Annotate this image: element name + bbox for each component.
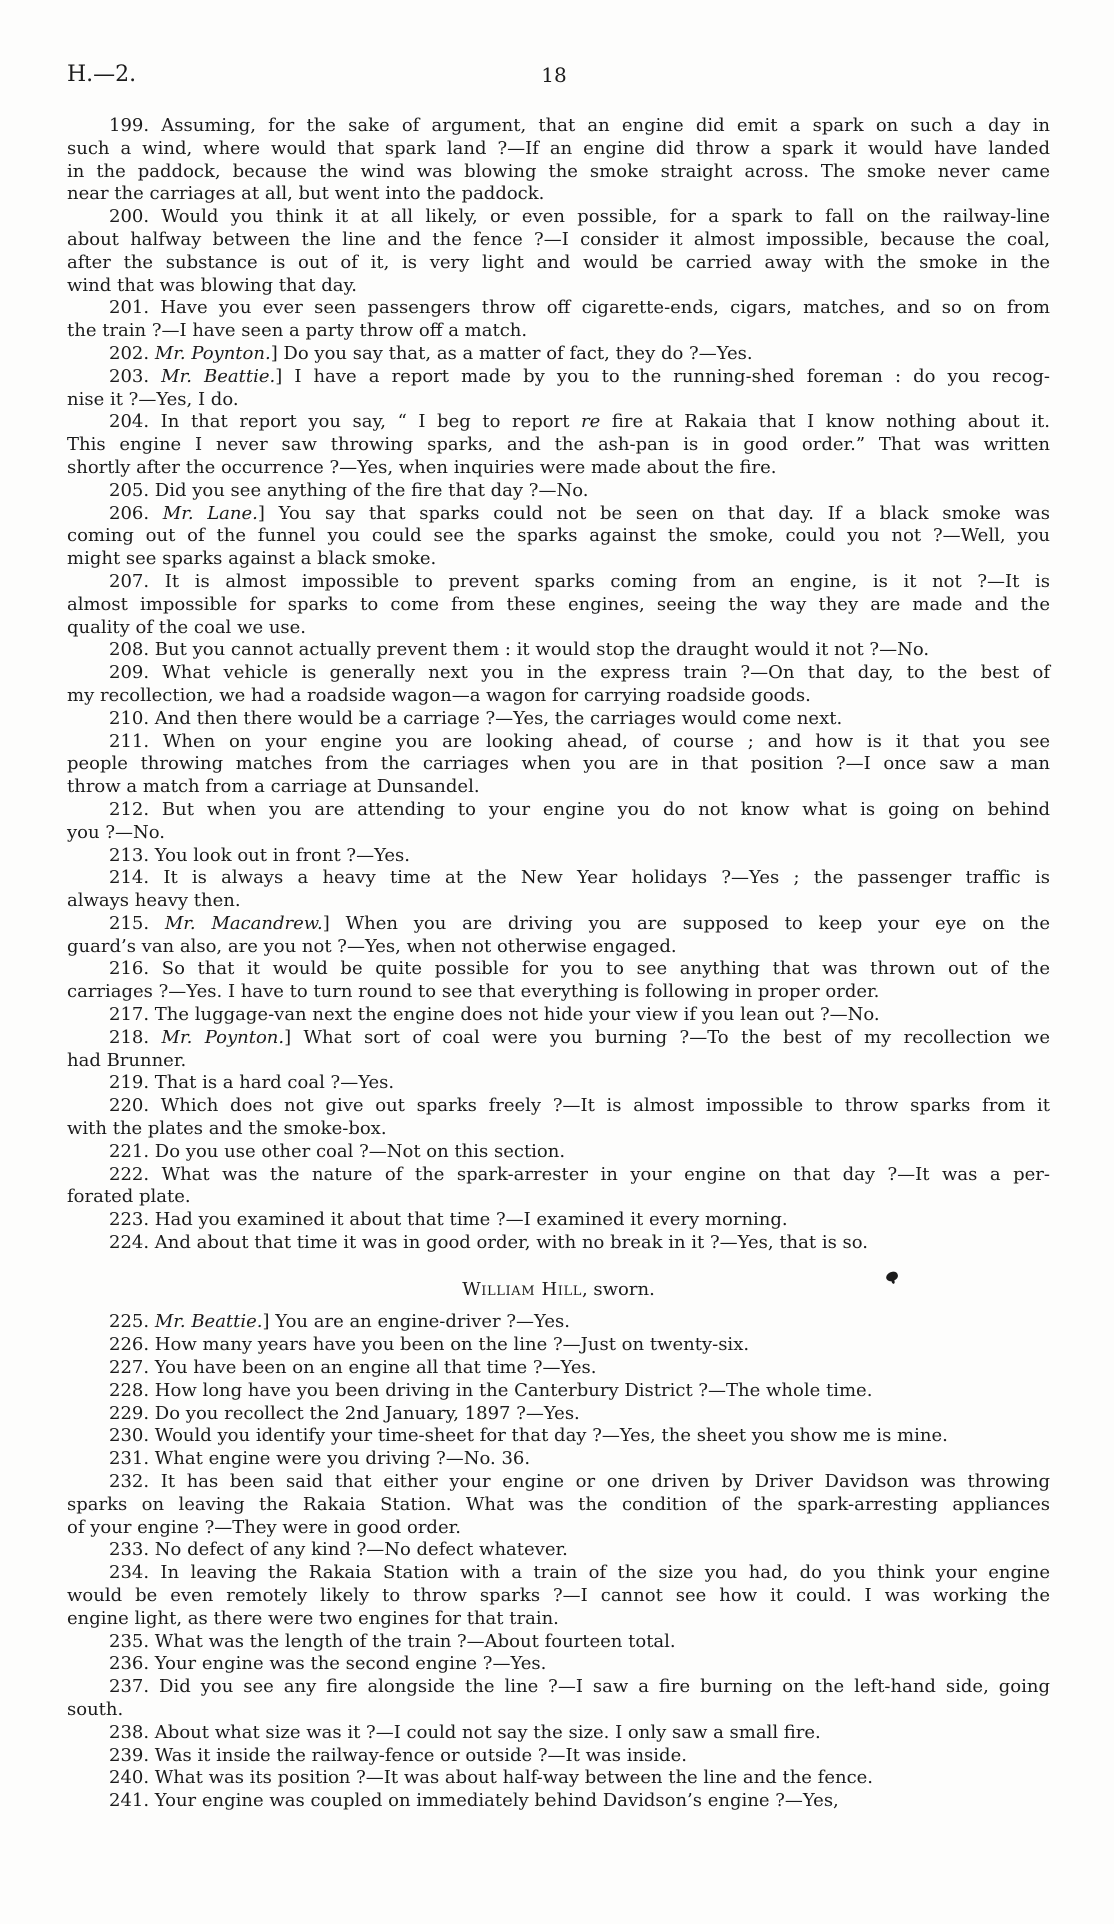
question-answer-paragraph [67,1164,1050,1210]
question-answer-paragraph [67,571,1050,639]
text-line [67,799,1050,822]
line-text: ] You are an engine-driver ?—Yes. [262,1311,570,1333]
text-line [67,161,1050,184]
line-content [67,434,1050,455]
line-text: of your engine ?—They were in good order. [67,1516,461,1538]
question-answer-paragraph [67,662,1050,708]
line-text: 238. About what size was it ?—I could not say the size. I only saw a small fire. [109,1721,821,1743]
text-line [67,1471,1050,1494]
text-line [67,1653,1050,1676]
line-content [109,1471,1050,1492]
line-content [67,822,165,843]
text-line [67,457,1050,480]
text-line [67,297,1050,320]
text-line [67,320,1050,343]
text-line [67,1095,1050,1118]
text-line [67,685,1050,708]
line-content [109,1790,839,1811]
line-content [109,845,410,866]
question-answer-paragraph [67,1004,1050,1027]
text-line [67,1118,1050,1141]
line-text: south. [67,1698,124,1720]
line-content [67,1585,1050,1606]
line-text: 224. And about that time it was in good order, with no break in it ?—Yes, that is so. [109,1232,869,1254]
line-text: 207. It is almost impossible to prevent sparks coming from an engine, is it not ?—It is [109,570,1050,592]
text-line [67,708,1050,731]
question-answer-paragraph [67,1562,1050,1630]
line-text: shortly after the occurrence ?—Yes, when inquiries were made about the fire. [67,456,777,478]
line-text: 205. Did you see anything of the fire that day ?—No. [109,479,589,501]
question-answer-paragraph [67,1676,1050,1722]
text-line [67,1539,1050,1562]
text-line [67,1072,1050,1095]
line-content [67,138,1050,159]
question-answer-paragraph [67,1209,1050,1232]
text-line [67,1027,1050,1050]
line-content [109,480,588,501]
line-text: 216. So that it would be quite possible for you to see anything that was thrown out of the [109,958,1050,980]
line-text: 240. What was its position ?—It was about half-way between the line and the fence. [109,1767,874,1789]
line-content [109,1095,1050,1116]
text-line [67,731,1050,754]
line-content [109,958,1050,979]
line-text: 201. Have you ever seen passengers throw off cigarette-ends, cigars, matches, and so on from [109,297,1050,319]
text-line [67,936,1050,959]
text-line [67,867,1050,890]
question-answer-paragraph [67,731,1050,799]
question-answer-paragraph [67,411,1050,479]
line-text: 223. Had you examined it about that time ?—I examined it every morning. [109,1209,788,1231]
line-content [67,1517,461,1538]
italic-text: re [581,411,601,433]
text-line [67,981,1050,1004]
text-line [67,1004,1050,1027]
line-text: 215. [109,912,165,934]
question-answer-paragraph [67,958,1050,1004]
line-text: with the plates and the smoke-box. [67,1118,387,1140]
text-line [67,1186,1050,1209]
question-answer-paragraph [67,1448,1050,1471]
text-line [67,1448,1050,1471]
line-text: people throwing matches from the carriages when you are in that position ?—I once saw a man [67,753,1050,775]
text-line [67,115,1050,138]
text-line [67,594,1050,617]
question-answer-paragraph [67,1095,1050,1141]
text-line [67,753,1050,776]
question-answer-paragraph [67,913,1050,959]
line-text: throw a match from a carriage at Dunsandel. [67,776,480,798]
line-content [109,731,1050,752]
evidence-section [67,1279,1050,1813]
line-text: 218. [109,1026,162,1048]
line-content [109,1722,821,1743]
line-text: 204. In that report you say, “ I beg to report [109,411,582,433]
line-content [67,548,436,569]
text-line [67,1699,1050,1722]
line-text: guard’s van also, are you not ?—Yes, when not otherwise engaged. [67,935,677,957]
line-content [67,936,677,957]
text-line [67,480,1050,503]
text-line [67,1357,1050,1380]
line-text: 230. Would you identify your time-sheet for that day ?—Yes, the sheet you show me is mine. [109,1425,948,1447]
text-line [67,229,1050,252]
line-text: always heavy then. [67,890,241,912]
line-content [109,1164,1050,1185]
text-line [67,525,1050,548]
line-text: 227. You have been on an engine all that time ?—Yes. [109,1357,597,1379]
question-answer-paragraph [67,867,1050,913]
text-line [67,1631,1050,1654]
text-line [67,1676,1050,1699]
evidence-text [67,115,1050,1813]
line-text: 234. In leaving the Rakaia Station with a train of the size you had, do you think your engine [109,1562,1050,1584]
line-text: 206. [109,502,163,524]
line-content [109,1425,948,1446]
line-text: 208. But you cannot actually prevent them : it would stop the draught would it not ?—No. [109,639,930,661]
question-answer-paragraph [67,503,1050,571]
line-text: might see sparks against a black smoke. [67,548,437,570]
line-text: 225. [109,1311,155,1333]
line-content [109,799,1050,820]
line-text: 237. Did you see any fire alongside the line ?—I saw a fire burning on the left-hand side, going [109,1676,1050,1698]
line-text: coming out of the funnel you could see the sparks against the smoke, could you not ?—Well, you [67,525,1050,547]
text-line [67,1209,1050,1232]
question-answer-paragraph [67,480,1050,503]
line-content [67,981,879,1002]
line-text: almost impossible for sparks to come from these engines, seeing the way they are made and the [67,593,1050,615]
line-content [67,320,527,341]
line-content [67,1699,123,1720]
line-text: ] I have a report made by you to the running-shed foreman : do you recog- [275,365,1050,387]
italic-text: Mr. Macandrew. [164,912,323,934]
document-reference: H.—2. [67,62,137,87]
line-text: quality of the coal we use. [67,616,307,638]
line-text: 210. And then there would be a carriage ?—Yes, the carriages would come next. [109,707,843,729]
line-text: 228. How long have you been driving in the Canterbury District ?—The whole time. [109,1379,873,1401]
question-answer-paragraph [67,1334,1050,1357]
line-content [109,1357,596,1378]
question-answer-paragraph [67,1745,1050,1768]
text-line [67,1164,1050,1187]
text-line [67,1311,1050,1334]
line-content [109,297,1050,318]
question-answer-paragraph [67,1141,1050,1164]
witness-name: William Hill [462,1279,582,1301]
question-answer-paragraph [67,1311,1050,1334]
question-answer-paragraph [67,1539,1050,1562]
line-text: 214. It is always a heavy time at the New Year holidays ?—Yes ; the passenger traffic is [109,867,1050,889]
line-content [109,1448,530,1469]
text-line [67,434,1050,457]
line-content [109,1209,788,1230]
question-answer-paragraph [67,1425,1050,1448]
line-content [109,1631,676,1652]
line-text: about halfway between the line and the fence ?—I consider it almost impossible, because the coal, [67,228,1050,250]
text-line [67,1050,1050,1073]
italic-text: Mr. Beattie. [161,365,276,387]
line-text: 233. No defect of any kind ?—No defect whatever. [109,1539,568,1561]
question-answer-paragraph [67,1232,1050,1255]
question-answer-paragraph [67,1790,1050,1813]
question-answer-paragraph [67,639,1050,662]
text-line [67,1494,1050,1517]
line-text: 241. Your engine was coupled on immediately behind Davidson’s engine ?—Yes, [109,1790,839,1812]
text-line [67,1745,1050,1768]
line-text: 231. What engine were you driving ?—No. 36. [109,1448,531,1470]
question-answer-paragraph [67,206,1050,297]
line-content [67,753,1050,774]
question-answer-paragraph [67,1767,1050,1790]
line-text: 203. [109,365,162,387]
text-line [67,913,1050,936]
text-line [67,343,1050,366]
question-answer-paragraph [67,1357,1050,1380]
question-answer-paragraph [67,845,1050,868]
line-content [109,1232,868,1253]
line-text: 213. You look out in front ?—Yes. [109,844,411,866]
line-text: fire at Rakaia that I know nothing about it. [600,411,1050,433]
text-line [67,1141,1050,1164]
italic-text: Mr. Poynton. [154,342,271,364]
witness-heading [67,1279,1050,1302]
text-line [67,1380,1050,1403]
line-content [67,161,1050,182]
text-line [67,206,1050,229]
line-content [109,867,1050,888]
line-content [109,343,753,364]
line-content [109,1539,568,1560]
line-text: 236. Your engine was the second engine ?—Yes. [109,1653,547,1675]
line-text: forated plate. [67,1186,191,1208]
line-content [109,639,929,660]
text-line [67,138,1050,161]
question-answer-paragraph [67,1631,1050,1654]
line-content [67,525,1050,546]
evidence-section [67,115,1050,1255]
line-text: 226. How many years have you been on the line ?—Just on twenty-six. [109,1334,750,1356]
line-content [67,457,776,478]
text-line [67,617,1050,640]
text-line [67,252,1050,275]
line-content [67,252,1050,273]
text-line [67,366,1050,389]
line-text: 222. What was the nature of the spark-arrester in your engine on that day ?—It was a per- [109,1163,1050,1185]
page-number: 18 [541,63,567,87]
text-line [67,958,1050,981]
line-text: 220. Which does not give out sparks freely ?—It is almost impossible to throw sparks from it [109,1095,1050,1117]
line-text: This engine I never saw throwing sparks, and the ash-pan is in good order.” That was written [67,434,1050,456]
text-line [67,822,1050,845]
line-content [109,1767,873,1788]
question-answer-paragraph [67,115,1050,206]
line-content [109,1311,570,1332]
italic-text: Mr. Poynton. [161,1026,285,1048]
line-content [109,913,1050,934]
line-text: the train ?—I have seen a party throw off a match. [67,320,528,342]
italic-text: Mr. Lane. [162,502,258,524]
line-content [109,1004,880,1025]
text-line [67,1232,1050,1255]
question-answer-paragraph [67,1380,1050,1403]
line-text: ] When you are driving you are supposed to keep your eye on the [322,912,1051,934]
line-content [67,594,1050,615]
line-text: ] What sort of coal were you burning ?—To the best of my recollection we [284,1026,1050,1048]
line-content [67,1494,1050,1515]
line-text: 221. Do you use other coal ?—Not on this section. [109,1140,566,1162]
line-content [67,1050,186,1071]
line-content [109,1653,546,1674]
line-text: 235. What was the length of the train ?—About fourteen total. [109,1630,676,1652]
question-answer-paragraph [67,343,1050,366]
line-text: you ?—No. [67,821,165,843]
question-answer-paragraph [67,1471,1050,1539]
text-line [67,890,1050,913]
text-line [67,662,1050,685]
line-content [109,1380,872,1401]
line-text: sparks on leaving the Rakaia Station. What was the condition of the spark-arresting appliances [67,1493,1050,1515]
line-text: 239. Was it inside the railway-fence or outside ?—It was inside. [109,1744,687,1766]
line-text: 202. [109,342,155,364]
line-text: 212. But when you are attending to your engine you do not know what is going on behind [109,798,1050,820]
text-line [67,389,1050,412]
line-content [109,1745,687,1766]
line-text: had Brunner. [67,1049,187,1071]
line-content [67,229,1050,250]
line-content [109,708,842,729]
line-text: 211. When on your engine you are looking ahead, of course ; and how is it that you see [109,730,1050,752]
line-content [67,685,811,706]
line-content [109,1141,565,1162]
line-content [67,1118,387,1139]
text-line [67,776,1050,799]
text-line [67,1767,1050,1790]
text-line [67,1790,1050,1813]
line-content [109,1027,1050,1048]
line-content [109,503,1050,524]
text-line [67,411,1050,434]
text-line [67,503,1050,526]
text-line [67,1585,1050,1608]
line-text: ] You say that sparks could not be seen on that day. If a black smoke was [257,502,1050,524]
line-text: 219. That is a hard coal ?—Yes. [109,1072,395,1094]
line-content [67,1608,559,1629]
line-text: 200. Would you think it at all likely, or even possible, for a spark to fall on the railway-line [109,206,1050,228]
line-content [109,662,1050,683]
question-answer-paragraph [67,1722,1050,1745]
line-text: 209. What vehicle is generally next you in the express train ?—On that day, to the best of [109,662,1050,684]
question-answer-paragraph [67,1403,1050,1426]
text-line [67,1425,1050,1448]
line-content [109,1072,394,1093]
line-content [67,776,480,797]
question-answer-paragraph [67,799,1050,845]
line-content [109,366,1050,387]
text-line [67,1608,1050,1631]
question-answer-paragraph [67,1072,1050,1095]
text-line [67,1562,1050,1585]
text-line [67,1722,1050,1745]
line-text: 232. It has been said that either your engine or one driven by Driver Davidson was throwing [109,1471,1050,1492]
line-text: near the carriages at all, but went into the paddock. [67,183,545,205]
line-content [109,1562,1050,1583]
line-content [67,389,239,410]
line-content [67,1186,191,1207]
line-text: my recollection, we had a roadside wagon—a wagon for carrying roadside goods. [67,684,811,706]
line-text: , sworn. [581,1279,655,1301]
line-text: such a wind, where would that spark land ?—If an engine did throw a spark it would have landed [67,137,1050,159]
line-content [109,206,1050,227]
line-text: wind that was blowing that day. [67,274,357,296]
text-line [67,1517,1050,1540]
text-line [67,548,1050,571]
line-content [109,115,1050,136]
line-content [67,617,306,638]
line-content [109,1334,749,1355]
line-text: carriages ?—Yes. I have to turn round to see that everything is following in proper order. [67,981,880,1003]
line-text: would be even remotely likely to throw sparks ?—I cannot see how it could. I was working the [67,1584,1050,1606]
question-answer-paragraph [67,1027,1050,1073]
text-line [67,639,1050,662]
line-content [67,275,357,296]
question-answer-paragraph [67,708,1050,731]
line-text: after the substance is out of it, is very light and would be carried away with the smoke in the [67,251,1050,273]
text-line [67,1403,1050,1426]
line-text: ] Do you say that, as a matter of fact, they do ?—Yes. [270,342,753,364]
text-line [67,183,1050,206]
text-line [67,1334,1050,1357]
line-text: 199. Assuming, for the sake of argument, that an engine did emit a spark on such a day in [109,115,1050,136]
line-content [109,411,1050,432]
italic-text: Mr. Beattie. [154,1311,263,1333]
line-content [109,1676,1050,1697]
question-answer-paragraph [67,1653,1050,1676]
line-text: 217. The luggage-van next the engine does not hide your view if you lean out ?—No. [109,1004,880,1026]
line-text: in the paddock, because the wind was blowing the smoke straight across. The smoke never came [67,160,1050,182]
text-line [67,845,1050,868]
line-content [109,1403,580,1424]
line-content [109,571,1050,592]
text-line [67,275,1050,298]
line-text: 229. Do you recollect the 2nd January, 1897 ?—Yes. [109,1402,580,1424]
line-content [67,890,241,911]
line-text: engine light, as there were two engines for that train. [67,1607,559,1629]
question-answer-paragraph [67,366,1050,412]
text-line [67,571,1050,594]
question-answer-paragraph [67,297,1050,343]
line-text: nise it ?—Yes, I do. [67,388,239,410]
line-content [67,183,544,204]
